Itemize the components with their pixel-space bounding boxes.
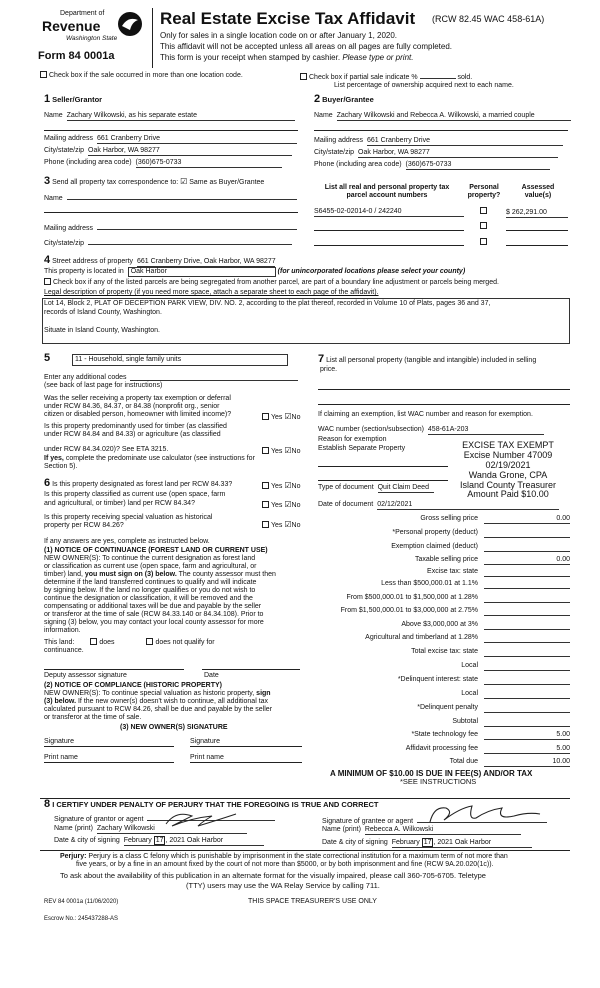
dept-line3: Washington State bbox=[66, 35, 118, 42]
parcel-col-header: List all real and personal property tax parcel account numbers bbox=[324, 184, 450, 200]
calc-field-personal[interactable] bbox=[484, 529, 570, 538]
q-forest-answer[interactable]: Yes ☑No bbox=[262, 481, 301, 491]
seller-phone-row: Phone (including area code) (360)675-0733 bbox=[44, 159, 282, 168]
calc-label-r2: From $500,000.01 to $1,500,000 at 1.28% bbox=[346, 594, 478, 601]
escrow-number: Escrow No.: 245437288-AS bbox=[44, 916, 119, 922]
q-timber-answer[interactable]: Yes ☑No bbox=[262, 446, 301, 456]
calc-label-total: Total due bbox=[449, 758, 478, 765]
calc-field-taxable[interactable]: 0.00 bbox=[484, 556, 570, 565]
owner-signature-2-label[interactable]: Signature bbox=[190, 738, 220, 745]
calc-label-taxable: Taxable selling price bbox=[414, 556, 478, 563]
assessed-value[interactable]: $ 262,291.00 bbox=[506, 209, 568, 218]
treasurer-stamp bbox=[446, 441, 570, 500]
doctype-row: Type of document Quit Claim Deed bbox=[318, 484, 434, 493]
stamp-line1: EXCISE TAX EXEMPT bbox=[462, 440, 554, 450]
personal-checkbox-3[interactable] bbox=[480, 238, 487, 245]
calc-label-r5: Agricultural and timberland at 1.28% bbox=[365, 634, 478, 641]
wac-row: WAC number (section/subsection) 458-61A-203 bbox=[318, 426, 544, 435]
codes-note: (see back of last page for instructions) bbox=[44, 382, 163, 389]
land-qualify-row: This land: does does not qualify for bbox=[44, 639, 215, 646]
corr-city-field[interactable] bbox=[88, 237, 292, 245]
calc-field-gross[interactable]: 0.00 bbox=[484, 515, 570, 524]
exemption-label: If claiming an exemption, list WAC number and reason for exemption. bbox=[318, 411, 533, 418]
perjury-line1: Perjury: Perjury is a class C felony which is punishable by imprisonment in the state correctional institution for a maximum term of not more than bbox=[60, 853, 508, 860]
certify-heading: 8 I CERTIFY UNDER PENALTY OF PERJURY THAT THE FOREGOING IS TRUE AND CORRECT bbox=[44, 798, 379, 810]
corr-name-row: Name bbox=[44, 192, 297, 203]
parcel-number[interactable]: S6455-02-02014-0 / 242240 bbox=[314, 208, 464, 217]
calc-label-delinq-pen: *Delinquent penalty bbox=[417, 704, 478, 711]
n1-line9: signing (3) below, you may contact your local county assessor for more bbox=[44, 619, 264, 626]
calc-label-r3: From $1,500,000.01 to $3,000,000 at 2.75% bbox=[340, 607, 478, 614]
calc-field-r5[interactable] bbox=[484, 634, 570, 643]
same-as-buyer-checkbox[interactable]: ☑ bbox=[180, 177, 188, 186]
calc-label-subtotal: Subtotal bbox=[452, 718, 478, 725]
street-row: 4 Street address of property 661 Cranberry Drive, Oak Harbor, WA 98277 bbox=[44, 254, 276, 266]
q-timber-line1: Is this property predominantly used for timber (as classified bbox=[44, 423, 227, 430]
segregated-checkbox[interactable] bbox=[44, 278, 51, 285]
calc-label-proc: Affidavit processing fee bbox=[405, 745, 478, 752]
calc-label-local2: Local bbox=[461, 690, 478, 697]
codes-label: Enter any additional codes bbox=[44, 374, 127, 381]
grantor-name-row: Name (print) Zachary Wilkowski bbox=[54, 825, 247, 834]
seller-mail-row: Mailing address 661 Cranberry Drive bbox=[44, 135, 297, 144]
see-instructions: *SEE INSTRUCTIONS bbox=[400, 777, 477, 786]
personal-property-label: 7 List all personal property (tangible and intangible) included in selling bbox=[318, 353, 537, 365]
calc-label-state-label: Excise tax: state bbox=[427, 568, 478, 575]
buyer-phone-row: Phone (including area code) (360)675-0733 bbox=[314, 161, 550, 170]
stamp-line2: Excise Number 47009 bbox=[463, 449, 553, 460]
calc-label-exemption: Exemption claimed (deduct) bbox=[391, 543, 478, 550]
personal-checkbox-1[interactable] bbox=[480, 207, 487, 214]
q-historic-2: property per RCW 84.26? bbox=[44, 522, 124, 529]
does-not-checkbox[interactable] bbox=[146, 638, 153, 645]
q-historic-1: Is this property receiving special valuation as historical bbox=[44, 514, 213, 521]
grantee-signature-row: Signature of grantee or agent bbox=[322, 815, 547, 826]
q-current-use-2: and agricultural, or timber) land per RCW 84.34? bbox=[44, 500, 195, 507]
n2-line4: or transferor at the time of sale. bbox=[44, 714, 142, 721]
n2-line1: NEW OWNER(S): To continue special valuation as historic property, sign bbox=[44, 690, 271, 697]
calc-label-r1: Less than $500,000.01 at 1.1% bbox=[381, 580, 478, 587]
docdate-field[interactable]: 02/12/2021 bbox=[377, 501, 559, 510]
docdate-row: Date of document 02/12/2021 bbox=[318, 501, 559, 510]
stamp-line6: Amount Paid $10.00 bbox=[467, 489, 549, 500]
calc-label-local: Local bbox=[461, 662, 478, 669]
corr-city-row: City/state/zip bbox=[44, 237, 292, 248]
assessed-col-header: Assessed value(s) bbox=[521, 184, 555, 200]
grantee-date-field[interactable]: February 17 , 2021 Oak Harbor bbox=[392, 839, 532, 848]
n1-line7: compensating or additional taxes will be due and payable by the seller bbox=[44, 603, 262, 610]
page-title: Real Estate Excise Tax Affidavit bbox=[160, 9, 416, 28]
codes-field[interactable] bbox=[130, 380, 298, 381]
q-historic-answer[interactable]: Yes ☑No bbox=[262, 520, 301, 530]
seller-heading: 1 Seller/Grantor bbox=[44, 93, 103, 105]
owner-print-1-label[interactable]: Print name bbox=[44, 754, 78, 761]
n1-line8: or transferor at the time of sale (RCW 84.33.140 or 84.34.108). Prior to bbox=[44, 611, 264, 618]
buyer-mail-field[interactable]: 661 Cranberry Drive bbox=[367, 137, 563, 146]
notice-compliance-heading: (2) NOTICE OF COMPLIANCE (HISTORIC PROPERTY) bbox=[44, 682, 222, 689]
corr-name-field[interactable] bbox=[67, 192, 297, 200]
corr-mail-field[interactable] bbox=[97, 222, 297, 230]
perjury-line2: five years, or by a fine in an amount fixed by the court of not more than $5000, or by both imprisonment and fine (RCW 9A.20.020(1c)). bbox=[76, 861, 494, 868]
correspondence-row: 3 Send all property tax correspondence to: ☑ Same as Buyer/Grantee bbox=[44, 175, 265, 187]
dept-line1: Department of bbox=[60, 10, 105, 17]
q-timber-line4: If yes, complete the predominate use calculator (see instructions for bbox=[44, 455, 255, 462]
calc-field-r4[interactable] bbox=[484, 621, 570, 630]
notice-continuance-heading: (1) NOTICE OF CONTINUANCE (FOREST LAND OR CURRENT USE) bbox=[44, 547, 268, 554]
calc-field-delinq-pen[interactable] bbox=[484, 704, 570, 713]
stamp-line4: Wanda Grone, CPA bbox=[468, 469, 548, 480]
grantee-signature-image bbox=[424, 802, 544, 828]
multi-location-check[interactable]: Check box if the sale occurred in more than one location code. bbox=[40, 71, 243, 80]
buyer-city-row: City/state/zip Oak Harbor, WA 98277 bbox=[314, 149, 558, 158]
calc-label-gross: Gross selling price bbox=[420, 515, 478, 522]
multi-location-checkbox[interactable] bbox=[40, 71, 47, 78]
dept-line2: Revenue bbox=[42, 18, 101, 34]
calc-field-r1[interactable] bbox=[484, 580, 570, 589]
owner-print-2-label[interactable]: Print name bbox=[190, 754, 224, 761]
calc-field-total-state[interactable] bbox=[484, 648, 570, 657]
street-field[interactable]: 661 Cranberry Drive, Oak Harbor, WA 98277 bbox=[137, 258, 275, 267]
subtitle-3: This form is your receipt when stamped by cashier. Please type or print. bbox=[160, 53, 414, 62]
grantor-date-field[interactable]: February 17 , 2021 Oak Harbor bbox=[124, 837, 264, 846]
calc-field-local2[interactable] bbox=[484, 690, 570, 699]
seller-mail-field[interactable]: 661 Cranberry Drive bbox=[97, 135, 297, 144]
subtitle-2: This affidavit will not be accepted unless all areas on all pages are fully completed. bbox=[160, 42, 453, 51]
n1-line5: by signing below. If the land no longer qualifies or you do not wish to bbox=[44, 587, 256, 594]
n1-line1: NEW OWNER(S): To continue the current designation as forest land bbox=[44, 555, 256, 562]
calc-field-proc[interactable]: 5.00 bbox=[484, 745, 570, 754]
legal-line2: records of Island County, Washington. bbox=[44, 309, 162, 316]
q-exemption-line1: Was the seller receiving a property tax exemption or deferral bbox=[44, 395, 231, 402]
q-timber-line2: under RCW 84.84 and 84.33) or agriculture (as classified bbox=[44, 431, 221, 438]
partial-sale-check[interactable]: Check box if partial sale indicate % sold. bbox=[300, 73, 472, 82]
personal-checkbox-2[interactable] bbox=[480, 222, 487, 229]
subtitle-1: Only for sales in a single location code on or after January 1, 2020. bbox=[160, 31, 398, 40]
seller-city-field[interactable]: Oak Harbor, WA 98277 bbox=[88, 147, 292, 156]
title-rcw: (RCW 82.45 WAC 458-61A) bbox=[432, 14, 545, 24]
land-use-select[interactable]: 11 - Household, single family units bbox=[72, 354, 288, 366]
deputy-signature-label: Deputy assessor signature bbox=[44, 672, 127, 679]
calc-field-delinq-state[interactable] bbox=[484, 676, 570, 685]
q-current-use-1: Is this property classified as current use (open space, farm bbox=[44, 491, 226, 498]
minimum-note: A MINIMUM OF $10.00 IS DUE IN FEE(S) AND/OR TAX bbox=[330, 769, 533, 778]
calc-label-tech: *State technology fee bbox=[411, 731, 478, 738]
seller-name-field[interactable]: Zachary Wilkowski, as his separate estate bbox=[67, 112, 295, 121]
calc-field-exemption[interactable] bbox=[484, 543, 570, 552]
seller-city-row: City/state/zip Oak Harbor, WA 98277 bbox=[44, 147, 292, 156]
does-checkbox[interactable] bbox=[90, 638, 97, 645]
n1-line3: timber) land, you must sign on (3) below. The county assessor must then bbox=[44, 571, 276, 578]
wac-field[interactable]: 458-61A-203 bbox=[428, 426, 544, 435]
n1-line6: continue the designation or classification, it will be removed and the bbox=[44, 595, 253, 602]
wa-seal-icon bbox=[116, 10, 144, 38]
buyer-name-row: Name Zachary Wilkowski and Rebecca A. Wilkowski, a married couple bbox=[314, 112, 568, 121]
buyer-phone-field[interactable]: (360)675-0733 bbox=[406, 161, 550, 170]
segregated-row: Check box if any of the listed parcels are being segregated from another parcel, are part of a boundary line adjustment or parcels being merged. bbox=[44, 278, 499, 287]
located-select[interactable]: Oak Harbor bbox=[128, 267, 276, 277]
n1-line10: information. bbox=[44, 627, 81, 634]
calc-field-r3[interactable] bbox=[484, 607, 570, 616]
grantee-name-row: Name (print) Rebecca A. Wilkowski bbox=[322, 826, 521, 835]
partial-sale-checkbox[interactable] bbox=[300, 73, 307, 80]
calc-field-tech[interactable]: 5.00 bbox=[484, 731, 570, 740]
calc-label-personal: *Personal property (deduct) bbox=[392, 529, 478, 536]
seller-phone-field[interactable]: (360)675-0733 bbox=[136, 159, 282, 168]
q-timber-line3: under RCW 84.34.020)? See ETA 3215. bbox=[44, 446, 169, 453]
located-row: This property is located in Oak Harbor (for unincorporated locations please select your county) bbox=[44, 267, 465, 277]
answer-note: If any answers are yes, complete as instructed below. bbox=[44, 538, 210, 545]
stamp-line3: 02/19/2021 bbox=[485, 459, 531, 470]
rev-number: REV 84 0001a (11/06/2020) bbox=[44, 899, 119, 905]
calc-field-total[interactable]: 10.00 bbox=[484, 758, 570, 767]
q-exemption-line2: under RCW 84.36, 84.37, or 84.38 (nonprofit org., senior bbox=[44, 403, 220, 410]
legal-line1: Lot 14, Block 2, PLAT OF DECEPTION PARK VIEW, DIV. NO. 2, according to the plat thereof, recorded in Volume 10 of Plats, pages 36 and 37, bbox=[44, 300, 491, 307]
calc-field-r2[interactable] bbox=[484, 594, 570, 603]
q-timber-line5: Section 5). bbox=[44, 463, 78, 470]
n1-line4: determine if the land transferred continues to qualify and will indicate bbox=[44, 579, 257, 586]
buyer-heading: 2 Buyer/Grantee bbox=[314, 93, 374, 105]
stamp-line5: Island County Treasurer bbox=[459, 479, 557, 490]
n1-line2: or classification as current use (open space, farm and agricultural, or bbox=[44, 563, 257, 570]
buyer-city-field[interactable]: Oak Harbor, WA 98277 bbox=[358, 149, 558, 158]
q-exemption-answer[interactable]: Yes ☑No bbox=[262, 412, 301, 422]
partial-note: List percentage of ownership acquired next to each name. bbox=[334, 82, 514, 89]
legal-label: Legal description of property (if you need more space, attach a separate sheet to each page of the affidavit). bbox=[44, 289, 379, 296]
calc-field-state-label[interactable] bbox=[484, 568, 570, 577]
calc-field-local[interactable] bbox=[484, 662, 570, 671]
doctype-field[interactable]: Quit Claim Deed bbox=[378, 484, 434, 493]
owner-signature-1-label[interactable]: Signature bbox=[44, 738, 74, 745]
alt-format-line2: (TTY) users may use the WA Relay Service by calling 711. bbox=[186, 881, 380, 890]
n2-line2: (3) below. If the new owner(s) doesn't wish to continue, all additional tax bbox=[44, 698, 269, 705]
calc-label-r4: Above $3,000,000 at 3% bbox=[401, 621, 478, 628]
deputy-date-label: Date bbox=[204, 672, 219, 679]
calc-field-subtotal[interactable] bbox=[484, 718, 570, 727]
reason-field[interactable]: Establish Separate Property bbox=[318, 445, 406, 452]
buyer-name-field[interactable]: Zachary Wilkowski and Rebecca A. Wilkowski, a married couple bbox=[337, 112, 571, 121]
grantee-name-field[interactable]: Rebecca A. Wilkowski bbox=[365, 826, 521, 835]
legal-line3: Situate in Island County, Washington. bbox=[44, 327, 160, 334]
form-number: Form 84 0001a bbox=[38, 50, 115, 62]
personal-property-label2: price. bbox=[320, 366, 338, 373]
alt-format-line1: To ask about the availability of this publication in an alternate format for the visually impaired, please call 360-705-6705. Teletype bbox=[60, 871, 486, 880]
buyer-mail-row: Mailing address 661 Cranberry Drive bbox=[314, 137, 563, 146]
continuance-label: continuance. bbox=[44, 647, 84, 654]
legal-description-box[interactable] bbox=[42, 298, 570, 344]
q-forest: 6 Is this property designated as forest land per RCW 84.33? bbox=[44, 477, 233, 489]
new-owner-signature-heading: (3) NEW OWNER(S) SIGNATURE bbox=[120, 724, 228, 731]
grantor-name-field[interactable]: Zachary Wilkowski bbox=[97, 825, 247, 834]
q-current-use-answer[interactable]: Yes ☑No bbox=[262, 500, 301, 510]
grantor-date-row: Date & city of signing February 17 , 2021 Oak Harbor bbox=[54, 837, 264, 846]
seller-name-row: Name Zachary Wilkowski, as his separate estate bbox=[44, 112, 298, 121]
sec5-row: 5 bbox=[44, 352, 51, 364]
calc-label-total-state: Total excise tax: state bbox=[411, 648, 478, 655]
personal-col-header: Personal property? bbox=[467, 184, 501, 200]
grantee-date-row: Date & city of signing February 17 , 2021 Oak Harbor bbox=[322, 839, 532, 848]
dor-logo bbox=[36, 8, 146, 48]
reason-label: Reason for exemption bbox=[318, 436, 387, 443]
q-exemption-line3: citizen or disabled person, homeowner with limited income)? bbox=[44, 411, 232, 418]
corr-mail-row: Mailing address bbox=[44, 222, 297, 233]
calc-label-delinq-state: *Delinquent interest: state bbox=[397, 676, 478, 683]
treasurer-use: THIS SPACE TREASURER'S USE ONLY bbox=[248, 898, 377, 905]
n2-line3: calculated pursuant to RCW 84.26, shall be due and payable by the seller bbox=[44, 706, 273, 713]
grantor-signature-row: Signature of grantor or agent bbox=[54, 813, 275, 824]
